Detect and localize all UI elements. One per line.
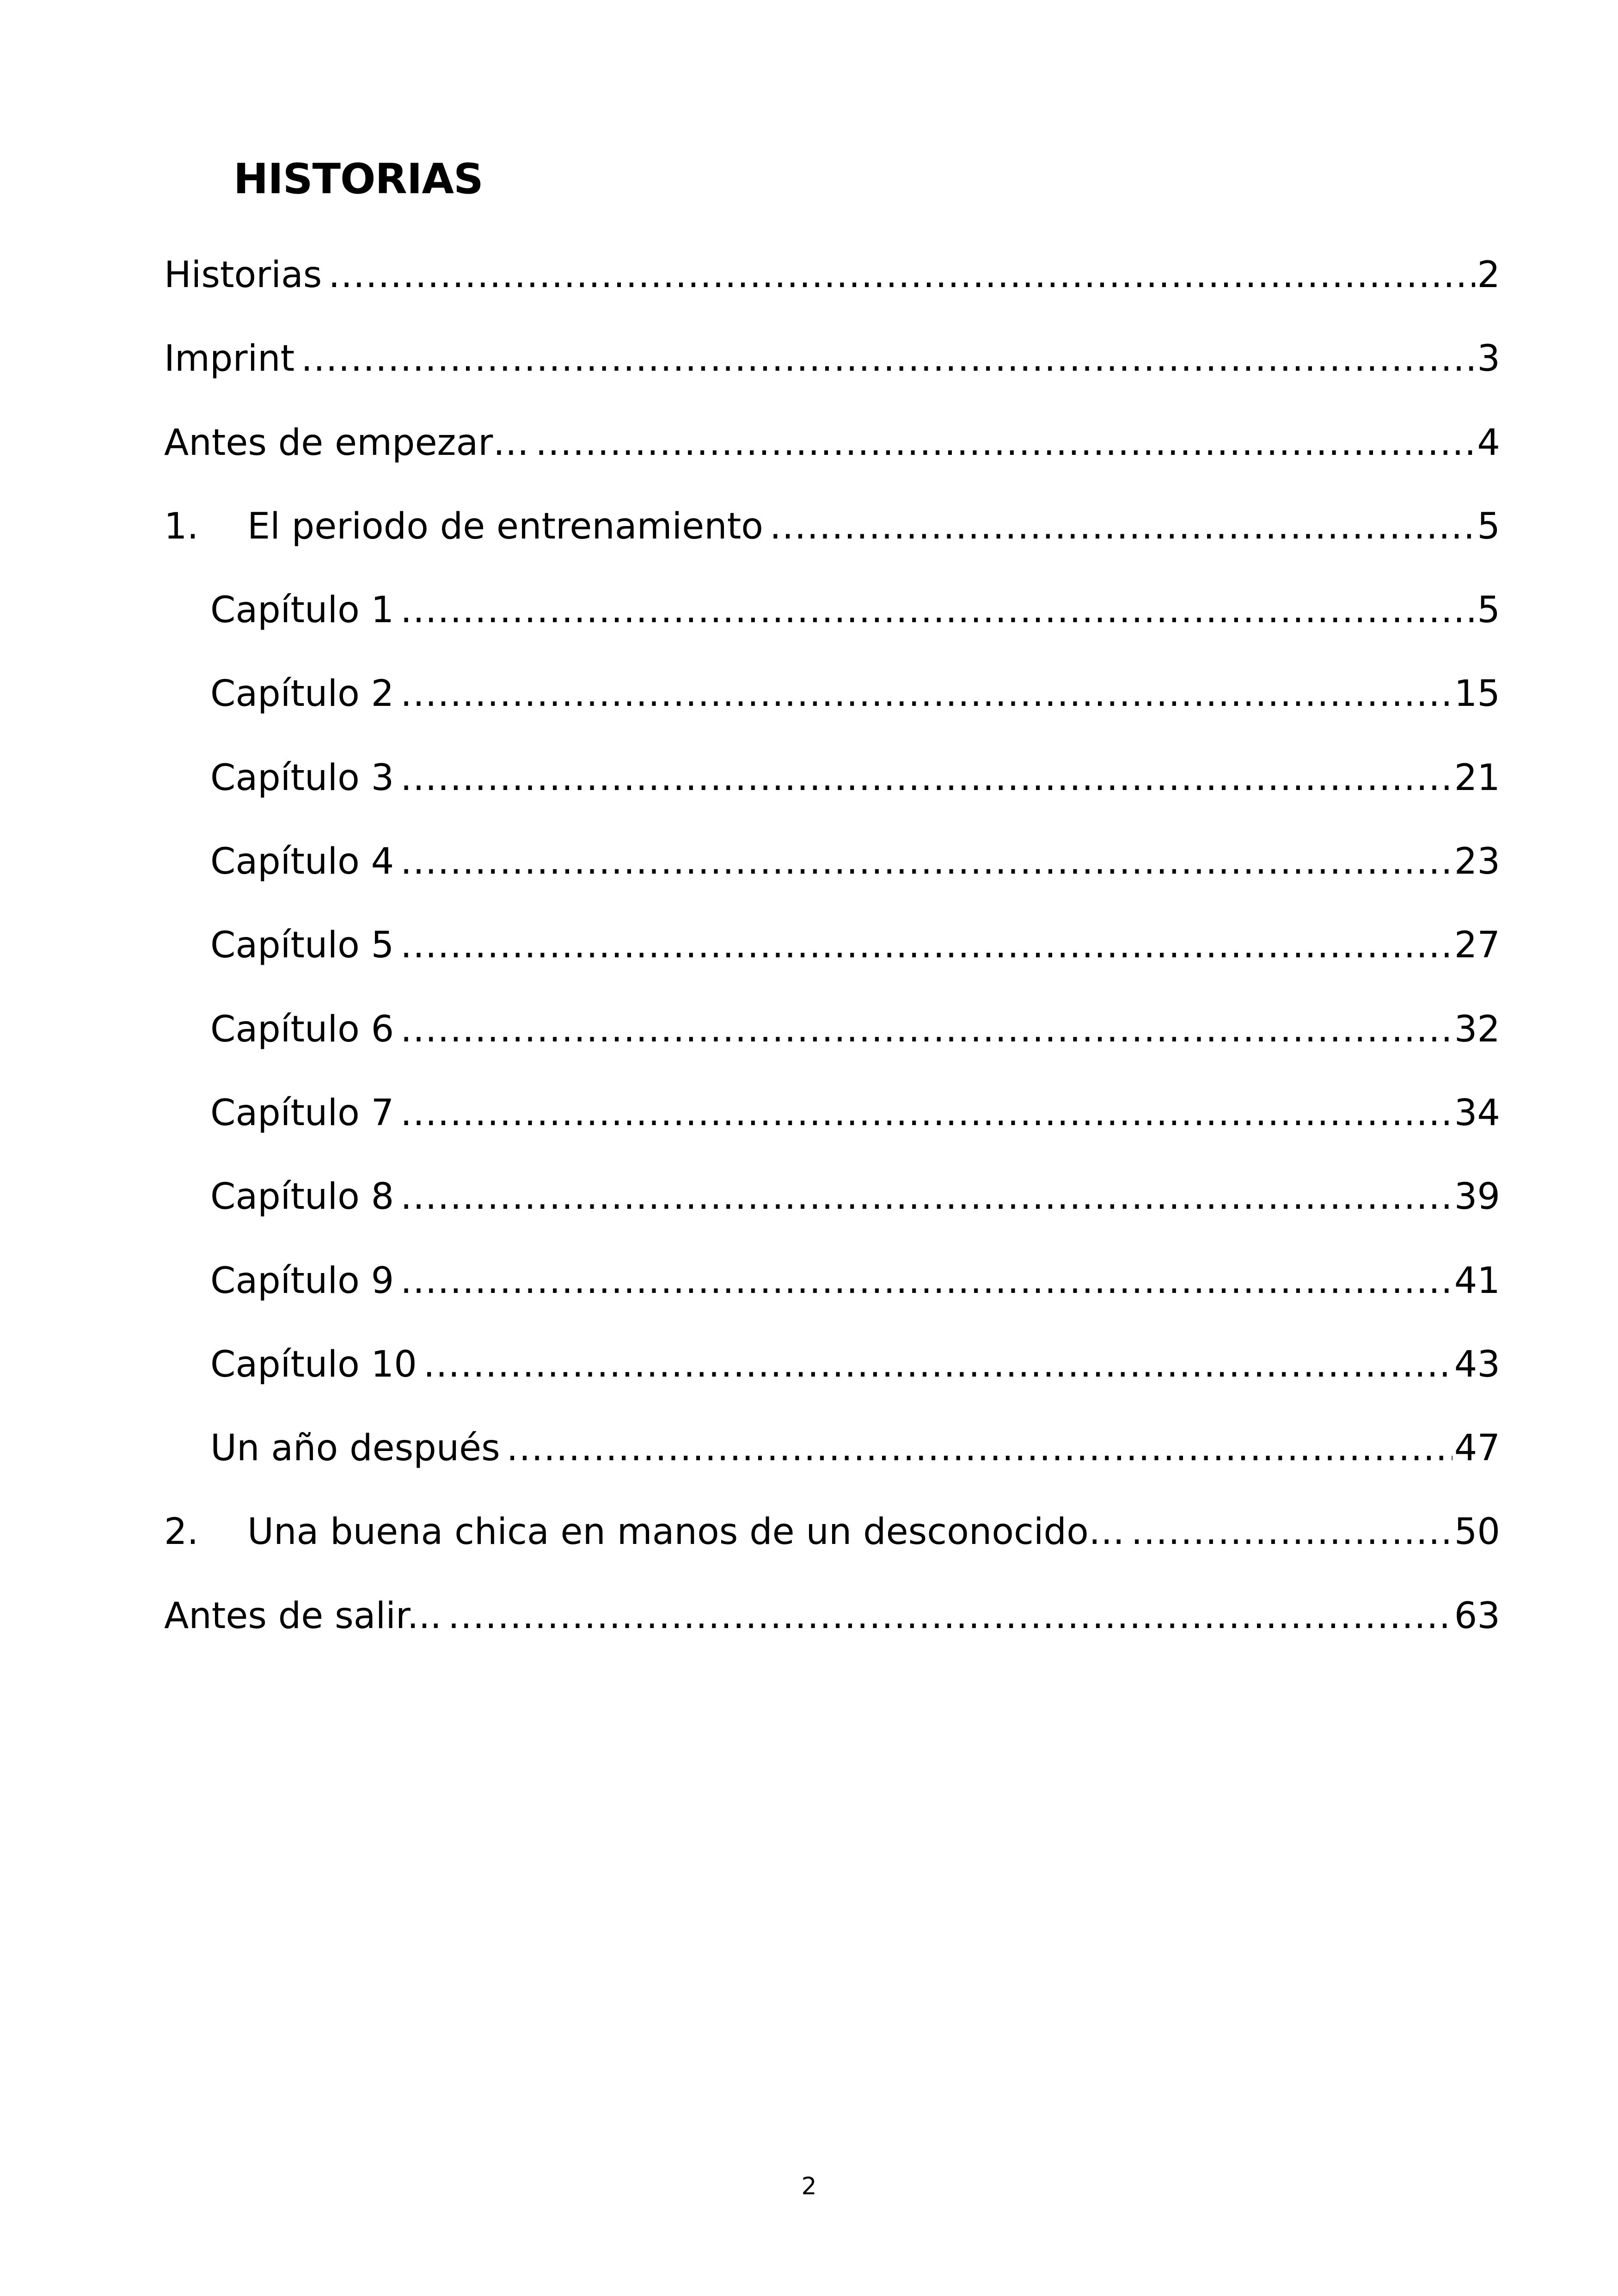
toc-entry-un-ano-despues[interactable] bbox=[164, 1423, 1500, 1506]
dot-leader bbox=[448, 1591, 1453, 1641]
toc-entry-label: Antes de salir... bbox=[164, 1595, 442, 1637]
toc-entry-historias[interactable] bbox=[164, 250, 1500, 333]
dot-leader bbox=[423, 1339, 1453, 1390]
toc-entry-page: 23 bbox=[1454, 841, 1500, 883]
toc-entry-label: Imprint bbox=[164, 338, 295, 380]
toc-entry-label: Capítulo 5 bbox=[210, 925, 394, 967]
toc-entry-capitulo-4[interactable] bbox=[164, 836, 1500, 920]
table-of-contents bbox=[164, 250, 1500, 1674]
dot-leader bbox=[328, 250, 1475, 300]
dot-leader bbox=[400, 1171, 1452, 1222]
dot-leader bbox=[400, 668, 1452, 719]
toc-entry-label: Capítulo 2 bbox=[210, 673, 394, 715]
toc-entry-page: 43 bbox=[1454, 1343, 1500, 1385]
toc-entry-label: Una buena chica en manos de un desconocido… bbox=[247, 1511, 1125, 1553]
toc-entry-capitulo-9[interactable] bbox=[164, 1255, 1500, 1339]
toc-entry-page: 32 bbox=[1454, 1008, 1500, 1050]
toc-entry-page: 3 bbox=[1477, 338, 1500, 380]
dot-leader bbox=[400, 1004, 1452, 1055]
toc-entry-page: 4 bbox=[1477, 422, 1500, 464]
dot-leader bbox=[400, 920, 1452, 971]
dot-leader bbox=[507, 1423, 1453, 1474]
toc-entry-capitulo-7[interactable] bbox=[164, 1088, 1500, 1171]
toc-entry-number: 2. bbox=[164, 1511, 199, 1553]
dot-leader bbox=[770, 501, 1475, 552]
toc-entry-label: Capítulo 6 bbox=[210, 1008, 394, 1050]
toc-entry-antes-de-salir[interactable] bbox=[164, 1591, 1500, 1674]
toc-entry-capitulo-6[interactable] bbox=[164, 1004, 1500, 1088]
toc-entry-label: Capítulo 4 bbox=[210, 841, 394, 883]
toc-entry-page: 5 bbox=[1477, 589, 1500, 631]
toc-entry-label: Antes de empezar… bbox=[164, 422, 529, 464]
toc-entry-label: Capítulo 9 bbox=[210, 1260, 394, 1302]
dot-leader bbox=[301, 333, 1475, 384]
toc-entry-page: 15 bbox=[1454, 673, 1500, 715]
toc-entry-page: 63 bbox=[1454, 1595, 1500, 1637]
dot-leader bbox=[400, 1255, 1452, 1306]
toc-entry-el-periodo-de-entrenamiento[interactable] bbox=[164, 501, 1500, 585]
toc-entry-label: Capítulo 8 bbox=[210, 1176, 394, 1218]
toc-entry-label: Capítulo 3 bbox=[210, 757, 394, 799]
toc-entry-page: 34 bbox=[1454, 1092, 1500, 1134]
toc-entry-page: 39 bbox=[1454, 1176, 1500, 1218]
toc-entry-page: 47 bbox=[1454, 1427, 1500, 1469]
toc-entry-una-buena-chica[interactable] bbox=[164, 1506, 1500, 1590]
dot-leader bbox=[400, 585, 1475, 636]
toc-entry-capitulo-3[interactable] bbox=[164, 753, 1500, 836]
toc-entry-page: 2 bbox=[1477, 254, 1500, 296]
dot-leader bbox=[400, 753, 1452, 803]
toc-entry-capitulo-8[interactable] bbox=[164, 1171, 1500, 1255]
toc-entry-page: 27 bbox=[1454, 925, 1500, 967]
dot-leader bbox=[400, 1088, 1452, 1139]
dot-leader bbox=[400, 836, 1452, 887]
toc-entry-label: Capítulo 1 bbox=[210, 589, 394, 631]
toc-entry-page: 5 bbox=[1477, 505, 1500, 547]
toc-entry-antes-de-empezar[interactable] bbox=[164, 417, 1500, 501]
toc-entry-label: Capítulo 10 bbox=[210, 1343, 417, 1385]
toc-entry-page: 50 bbox=[1454, 1511, 1500, 1553]
toc-entry-capitulo-10[interactable] bbox=[164, 1339, 1500, 1423]
toc-entry-page: 21 bbox=[1454, 757, 1500, 799]
toc-entry-capitulo-1[interactable] bbox=[164, 585, 1500, 668]
page-title: HISTORIAS bbox=[233, 155, 483, 204]
page-number: 2 bbox=[801, 2173, 817, 2200]
dot-leader bbox=[1131, 1506, 1453, 1557]
toc-entry-imprint[interactable] bbox=[164, 333, 1500, 417]
toc-entry-label: El periodo de entrenamiento bbox=[247, 505, 763, 547]
toc-entry-label: Historias bbox=[164, 254, 322, 296]
toc-entry-capitulo-5[interactable] bbox=[164, 920, 1500, 1004]
toc-entry-number: 1. bbox=[164, 505, 199, 547]
toc-entry-page: 41 bbox=[1454, 1260, 1500, 1302]
toc-entry-label: Un año después bbox=[210, 1427, 500, 1469]
toc-entry-label: Capítulo 7 bbox=[210, 1092, 394, 1134]
toc-entry-capitulo-2[interactable] bbox=[164, 668, 1500, 752]
dot-leader bbox=[535, 417, 1475, 468]
